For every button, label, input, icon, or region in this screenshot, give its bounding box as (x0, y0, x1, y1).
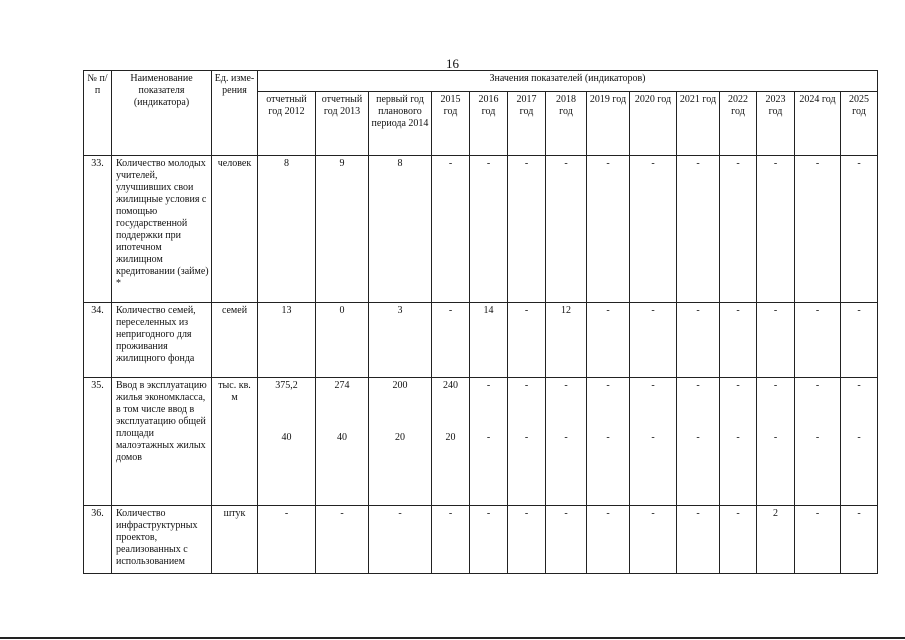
value-cell (508, 506, 546, 574)
value-gap (260, 392, 313, 432)
value: 3 (397, 305, 403, 316)
header-year: 2015 год (432, 92, 470, 156)
value: - (564, 380, 568, 391)
header-year: 2020 год (630, 92, 677, 156)
value: - (448, 508, 453, 519)
value-cell (258, 303, 316, 378)
value-secondary: - (606, 432, 610, 443)
value-secondary: 20 (445, 432, 456, 443)
value-secondary: - (564, 432, 568, 443)
header-year: 2021 год (677, 92, 720, 156)
header-year: 2023 год (757, 92, 795, 156)
value: - (857, 508, 861, 519)
value-cell (587, 506, 630, 574)
value: - (696, 158, 700, 169)
value: 12 (561, 305, 571, 316)
value: - (651, 508, 655, 519)
value: 8 (397, 158, 403, 169)
value: - (524, 508, 529, 519)
value-gap (472, 392, 505, 432)
value-secondary: - (736, 432, 740, 443)
value-cell (546, 378, 587, 506)
value: - (857, 158, 861, 169)
value-cell (432, 378, 470, 506)
indicator-name: Количество инфраструктурных проектов, реализованных с использованием (112, 506, 212, 574)
value-secondary: - (773, 432, 778, 443)
value: - (340, 508, 344, 519)
value: - (736, 508, 740, 519)
value-cell (841, 378, 878, 506)
value: - (564, 508, 568, 519)
value-secondary: - (651, 432, 655, 443)
row-number: 36. (84, 506, 112, 574)
value-cell (508, 156, 546, 303)
value-cell (757, 156, 795, 303)
value-cell (757, 378, 795, 506)
value-cell (258, 378, 316, 506)
value: - (815, 305, 820, 316)
value: - (773, 380, 778, 391)
value-gap (434, 392, 467, 432)
value-cell (841, 303, 878, 378)
value-cell (841, 156, 878, 303)
indicator-name: Количество молодых учителей, улучшивших свои жилищные условия с помощью государственной поддержки при ипотечном жилищном кредитовании (займе) * (112, 156, 212, 303)
value: 240 (443, 380, 458, 391)
value: 2 (773, 508, 778, 519)
value: - (815, 380, 820, 391)
value: 14 (483, 305, 494, 316)
value: - (524, 305, 529, 316)
value: - (486, 508, 491, 519)
header-name: Наименование показателя (индикатора) (112, 71, 212, 156)
value: - (486, 380, 491, 391)
value-cell (258, 156, 316, 303)
value: - (398, 508, 402, 519)
value: - (651, 380, 655, 391)
value: - (815, 158, 820, 169)
value: 274 (334, 380, 350, 391)
value-gap (371, 392, 429, 432)
value: - (606, 305, 610, 316)
value-cell (587, 378, 630, 506)
page-bottom-rule (0, 637, 905, 639)
value-cell (316, 303, 369, 378)
value-cell (677, 156, 720, 303)
value-cell (677, 378, 720, 506)
value-cell (470, 303, 508, 378)
value-cell (316, 156, 369, 303)
header-year: 2016 год (470, 92, 508, 156)
value: - (773, 158, 778, 169)
unit: семей (212, 303, 258, 378)
value: - (736, 305, 740, 316)
value-cell (630, 303, 677, 378)
value-secondary: - (524, 432, 529, 443)
value: - (815, 508, 820, 519)
value: - (696, 305, 700, 316)
value-gap (510, 392, 543, 432)
value-cell (508, 303, 546, 378)
value-secondary: - (857, 432, 861, 443)
header-year: 2022 год (720, 92, 757, 156)
value: - (857, 305, 861, 316)
value: - (524, 158, 529, 169)
value-cell (470, 156, 508, 303)
row-number: 33. (84, 156, 112, 303)
value-secondary: - (486, 432, 491, 443)
value-gap (589, 392, 627, 432)
value-gap (679, 392, 717, 432)
value: - (486, 158, 491, 169)
value: - (696, 508, 700, 519)
value-gap (548, 392, 584, 432)
value-cell (369, 156, 432, 303)
table-row (84, 378, 878, 506)
row-number: 34. (84, 303, 112, 378)
value-gap (843, 392, 875, 432)
unit: человек (212, 156, 258, 303)
value-cell (795, 506, 841, 574)
value-cell (677, 506, 720, 574)
value-cell (720, 156, 757, 303)
header-year: 2024 год (795, 92, 841, 156)
value: - (524, 380, 529, 391)
value-cell (630, 506, 677, 574)
value-cell (546, 156, 587, 303)
indicator-name: Количество семей, переселенных из непригодного для проживания жилищного фонда (112, 303, 212, 378)
value-cell (546, 303, 587, 378)
value-cell (795, 303, 841, 378)
value: - (284, 508, 289, 519)
value: - (736, 380, 740, 391)
value-cell (432, 506, 470, 574)
table-row (84, 303, 878, 378)
header-year: отчетный год 2012 (258, 92, 316, 156)
value-cell (630, 156, 677, 303)
value-cell (432, 303, 470, 378)
value-cell (508, 378, 546, 506)
value-cell (795, 378, 841, 506)
indicators-table (83, 70, 878, 574)
value: - (651, 305, 655, 316)
value: 375,2 (275, 380, 298, 391)
value: - (606, 380, 610, 391)
header-num: № п/п (84, 71, 112, 156)
table-row (84, 156, 878, 303)
header-year: 2017 год (508, 92, 546, 156)
value-cell (757, 303, 795, 378)
value-gap (797, 392, 838, 432)
value: 8 (284, 158, 289, 169)
value-cell (369, 303, 432, 378)
value-cell (470, 506, 508, 574)
header-year: 2019 год (587, 92, 630, 156)
value-cell (587, 303, 630, 378)
value: - (696, 380, 700, 391)
unit: штук (212, 506, 258, 574)
value-secondary: 40 (337, 432, 347, 443)
header-year: первый год планового периода 2014 (369, 92, 432, 156)
value-cell (369, 506, 432, 574)
value-gap (759, 392, 792, 432)
value: 9 (339, 158, 345, 169)
value-secondary: 20 (395, 432, 405, 443)
value: 200 (392, 380, 408, 391)
value-cell (677, 303, 720, 378)
value: - (564, 158, 568, 169)
value: - (606, 508, 610, 519)
row-number: 35. (84, 378, 112, 506)
value-gap (632, 392, 674, 432)
value-cell (841, 506, 878, 574)
value-gap (318, 392, 366, 432)
value-gap (722, 392, 754, 432)
value-cell (432, 156, 470, 303)
value: 0 (339, 305, 345, 316)
value-secondary: - (815, 432, 820, 443)
value-secondary: - (696, 432, 700, 443)
value: - (606, 158, 610, 169)
value-cell (470, 378, 508, 506)
value: - (773, 305, 778, 316)
value-cell (630, 378, 677, 506)
header-year: 2025 год (841, 92, 878, 156)
value-cell (316, 378, 369, 506)
header-unit: Ед. изме-рения (212, 71, 258, 156)
value-cell (546, 506, 587, 574)
value-cell (720, 506, 757, 574)
value-cell (795, 156, 841, 303)
value: - (651, 158, 655, 169)
value: - (448, 305, 453, 316)
value: 13 (281, 305, 292, 316)
value-cell (258, 506, 316, 574)
value-secondary: 40 (281, 432, 292, 443)
value: - (448, 158, 453, 169)
header-values-group: Значения показателей (индикаторов) (258, 71, 878, 92)
value-cell (720, 303, 757, 378)
value: - (736, 158, 740, 169)
value-cell (316, 506, 369, 574)
header-year: 2018 год (546, 92, 587, 156)
table-row (84, 506, 878, 574)
header-row (84, 71, 878, 92)
header-year: отчетный год 2013 (316, 92, 369, 156)
value: - (857, 380, 861, 391)
indicator-name: Ввод в эксплуатацию жилья экономкласса, в том числе ввод в эксплуатацию общей площади малоэтажных жилых домов (112, 378, 212, 506)
unit: тыс. кв. м (212, 378, 258, 506)
value-cell (757, 506, 795, 574)
value-cell (587, 156, 630, 303)
page-number: 16 (446, 56, 459, 71)
value-cell (369, 378, 432, 506)
value-cell (720, 378, 757, 506)
